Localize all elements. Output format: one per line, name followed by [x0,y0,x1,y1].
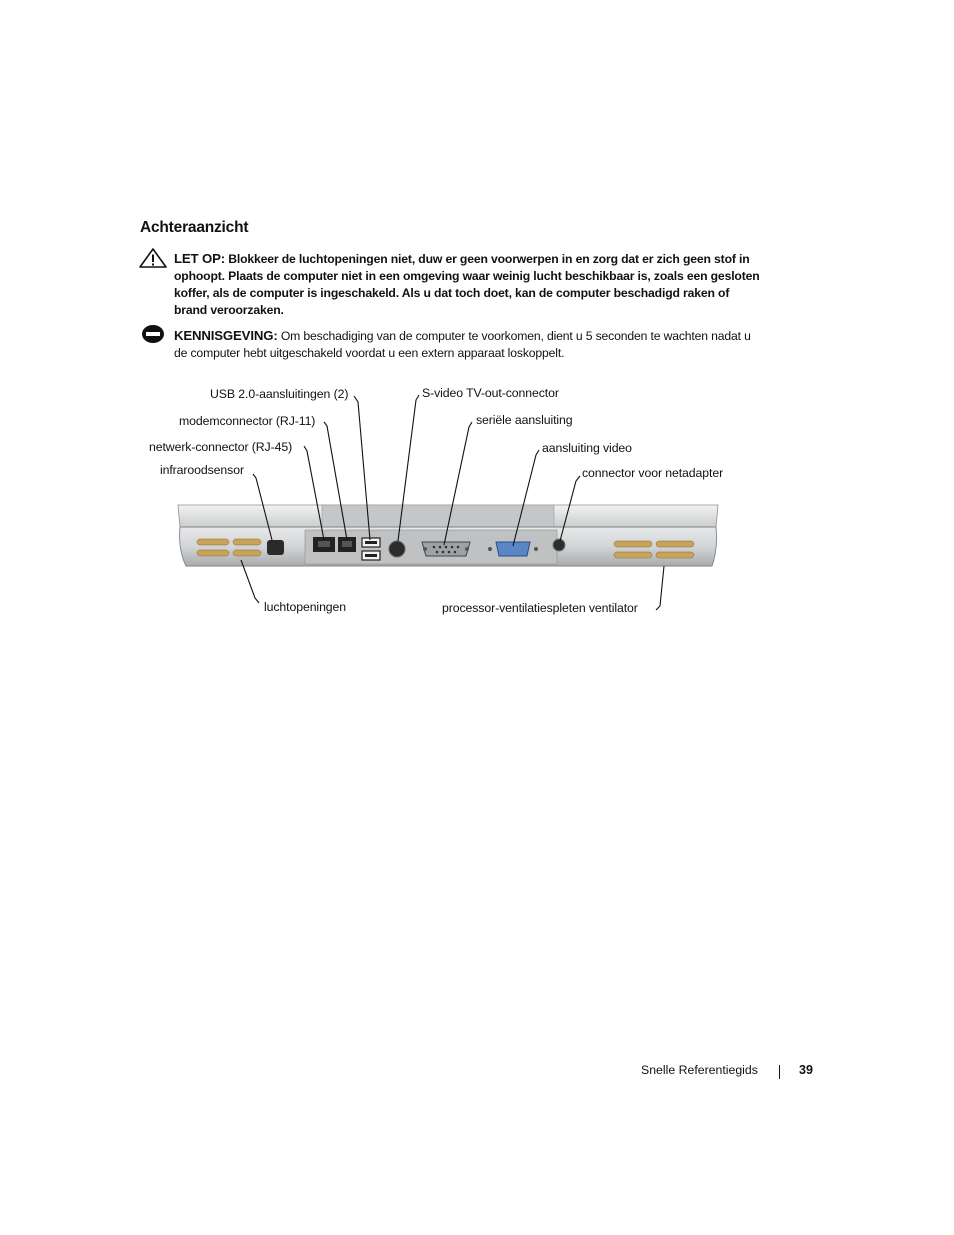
ac-adapter-port [553,539,565,551]
video-label: aansluiting video [542,441,632,455]
air-vents-label: luchtopeningen [264,600,347,614]
caution-label: LET OP: [174,251,225,266]
usb-label: USB 2.0-aansluitingen (2) [210,387,349,401]
notice-text: Om beschadiging van de computer te voorkomen, dient u 5 seconden te wachten nadat u de computer hebt uitgeschakeld voordat u een extern apparaat loskoppelt. [174,329,751,360]
page-number: 39 [799,1063,813,1077]
notice-label: KENNISGEVING: [174,328,278,343]
serial-label: seriële aansluiting [476,413,573,427]
footer-separator [779,1065,780,1079]
network-label: netwerk-connector (RJ-45) [149,440,293,454]
caution-text: Blokkeer de luchtopeningen niet, duw er geen voorwerpen in en zorg dat er zich geen stof in ophoopt. Plaats de computer niet in een omgeving waar weinig lucht beschikbaar is, zoals een gesloten koffer, als de computer is ingeschakeld. Als u dat toch doet, kan de computer beschadigd raken of brand veroorzaken. [174,252,760,317]
svideo-port [389,541,405,557]
svideo-label: S-video TV-out-connector [422,386,559,400]
modem-label: modemconnector (RJ-11) [179,414,316,428]
hinge-bar [322,505,554,529]
infrared-sensor [267,540,284,555]
section-title: Achteraanzicht [140,219,249,236]
serial-port [422,542,470,556]
fan-vents-label: processor-ventilatiespleten ventilator [442,601,638,615]
ac-adapter-label: connector voor netadapter [582,466,724,480]
footer-title: Snelle Referentiegids [641,1063,758,1077]
infrared-label: infraroodsensor [160,463,244,477]
